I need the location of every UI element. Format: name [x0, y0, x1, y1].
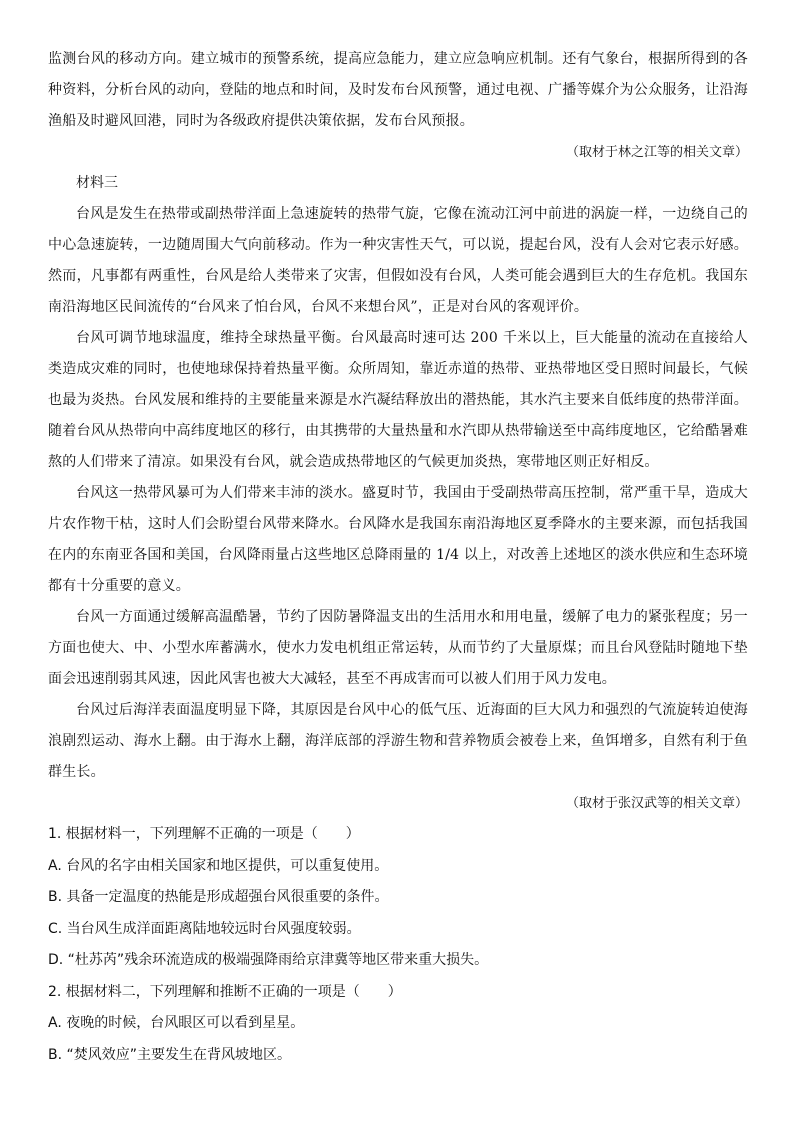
material3-paragraph-4: 台风一方面通过缓解高温酷暑，节约了因防暑降温支出的生活用水和用电量，缓解了电力的紧张程度；另一方面也使大、中、小型水库蓄满水，使水力发电机组正常运转，从而节约了大量原煤；而且台风登陆时随地下垫面会迅速削弱其风速，因此风害也被大大减轻，甚至不再成害而可以被人们用于风力发电。 — [48, 609, 748, 687]
question-1 — [48, 819, 748, 977]
question-1-stem: 1. 根据材料一，下列理解不正确的一项是（ ） — [48, 826, 360, 842]
material3-paragraph-3: 台风这一热带风暴可为人们带来丰沛的淡水。盛夏时节，我国由于受副热带高压控制，常严重干旱，造成大片农作物干枯，这时人们会盼望台风带来降水。台风降水是我国东南沿海地区夏季降水的主要来源，而包括我国在内的东南亚各国和美国，台风降雨量占这些地区总降雨量的 1/4 以上，对改善上述地区的淡水供应和生态环境都有十分重要的意义。 — [48, 485, 748, 594]
question-1-option-c: C. 当台风生成洋面距离陆地较远时台风强度较弱。 — [48, 920, 361, 937]
question-2-option-b: B. “焚风效应”主要发生在背风坡地区。 — [48, 1046, 292, 1063]
material2-source: （取材于林之江等的相关文章） — [565, 145, 748, 160]
question-1-option-a: A. 台风的名字由相关国家和地区提供，可以重复使用。 — [48, 857, 389, 874]
material3-paragraph-5: 台风过后海洋表面温度明显下降，其原因是台风中心的低气压、近海面的巨大风力和强烈的气流旋转迫使海浪剧烈运动、海水上翻。由于海水上翻，海洋底部的浮游生物和营养物质会被卷上来，鱼饵增多，自然有利于鱼群生长。 — [48, 702, 748, 780]
material3-paragraph-2: 台风可调节地球温度，维持全球热量平衡。台风最高时速可达 200 千米以上，巨大能量的流动在直接给人类造成灾难的同时，也使地球保持着热量平衡。众所周知，靠近赤道的热带、亚热带地区受日照时间最长，气候也最为炎热。台风发展和维持的主要能量来源是水汽凝结释放出的潜热能，其水汽主要来自低纬度的热带洋面。随着台风从热带向中高纬度地区的移行，由其携带的大量热量和水汽即从热带输送至中高纬度地区，它给酷暑难熬的人们带来了清凉。如果没有台风，就会造成热带地区的气候更加炎热，寒带地区则正好相反。 — [48, 330, 748, 470]
material3-paragraph-1: 台风是发生在热带或副热带洋面上急速旋转的热带气旋，它像在流动江河中前进的涡旋一样，一边绕自己的中心急速旋转，一边随周围大气向前移动。作为一种灾害性天气，可以说，提起台风，没有人会对它表示好感。然而，凡事都有两重性，台风是给人类带来了灾害，但假如没有台风，人类可能会遇到巨大的生存危机。我国东南沿海地区民间流传的“台风来了怕台风，台风不来想台风”，正是对台风的客观评价。 — [48, 206, 748, 315]
document-page — [48, 44, 748, 1071]
question-2-option-a: A. 夜晚的时候，台风眼区可以看到星星。 — [48, 1015, 305, 1031]
question-2-stem: 2. 根据材料二，下列理解和推断不正确的一项是（ ） — [48, 983, 402, 1000]
question-1-option-d: D. “杜苏芮”残余环流造成的极端强降雨给京津冀等地区带来重大损失。 — [48, 952, 489, 968]
material3-heading: 材料三 — [76, 175, 118, 191]
material3-source: （取材于张汉武等的相关文章） — [565, 796, 748, 811]
question-1-option-b: B. 具备一定温度的热能是形成超强台风很重要的条件。 — [48, 889, 389, 905]
material2-tail-paragraph: 监测台风的移动方向。建立城市的预警系统，提高应急能力，建立应急响应机制。还有气象台，根据所得到的各种资料，分析台风的动向，登陆的地点和时间，及时发布台风预警，通过电视、广播等媒介为公众服务，让沿海渔船及时避风回港，同时为各级政府提供决策依据，发布台风预报。 — [48, 51, 748, 129]
question-2 — [48, 977, 748, 1072]
